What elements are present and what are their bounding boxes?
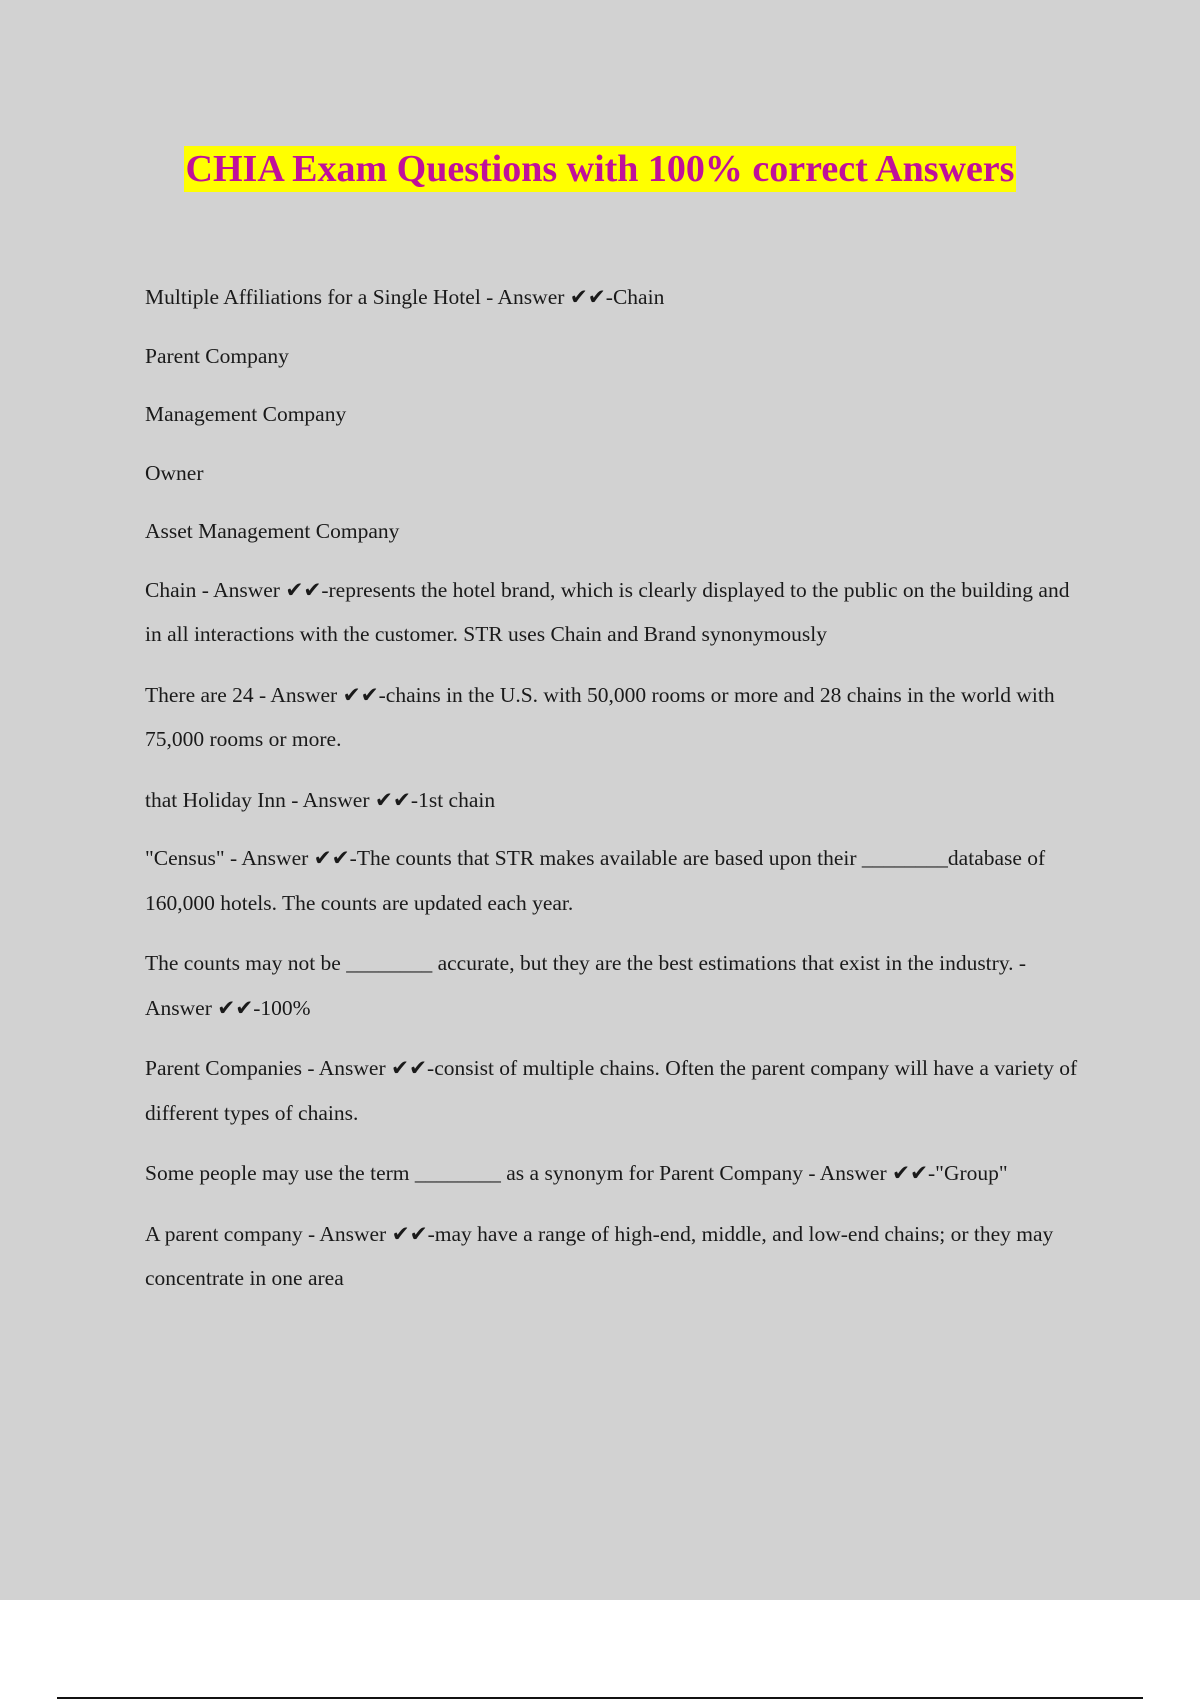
qa-paragraph: Some people may use the term ________ as a synonym for Parent Company - Answer ✔✔-"Group" bbox=[145, 1161, 1008, 1185]
qa-paragraph: Chain - Answer ✔✔-represents the hotel brand, which is clearly displayed to the public on the building and in all interactions with the customer. STR uses Chain and Brand synonymously bbox=[145, 577, 1070, 646]
qa-paragraph: Management Company bbox=[145, 402, 347, 426]
qa-paragraph: A parent company - Answer ✔✔-may have a range of high-end, middle, and low-end chains; or they may concentrate in one area bbox=[145, 1221, 1054, 1290]
document-title: CHIA Exam Questions with 100% correct Answers bbox=[185, 148, 1015, 190]
title-container bbox=[0, 146, 1200, 192]
qa-paragraph: Parent Company bbox=[145, 343, 289, 368]
qa-paragraph: Asset Management Company bbox=[145, 519, 400, 543]
qa-content bbox=[145, 275, 1085, 1317]
qa-paragraph: that Holiday Inn - Answer ✔✔-1st chain bbox=[145, 787, 496, 812]
qa-paragraph: The counts may not be ________ accurate, but they are the best estimations that exist in the industry. - Answer ✔✔-100% bbox=[145, 951, 1027, 1020]
qa-paragraph: Parent Companies - Answer ✔✔-consist of multiple chains. Often the parent company will have a variety of different types of chains. bbox=[145, 1056, 1078, 1125]
qa-paragraph: "Census" - Answer ✔✔-The counts that STR makes available are based upon their ________database of 160,000 hotels. The counts are updated each year. bbox=[145, 846, 1046, 915]
qa-paragraph: Owner bbox=[145, 460, 204, 485]
qa-paragraph: Multiple Affiliations for a Single Hotel - Answer ✔✔-Chain bbox=[145, 285, 665, 309]
footer-divider bbox=[57, 1697, 1143, 1699]
qa-paragraph: There are 24 - Answer ✔✔-chains in the U.S. with 50,000 rooms or more and 28 chains in the world with 75,000 rooms or more. bbox=[145, 682, 1055, 751]
